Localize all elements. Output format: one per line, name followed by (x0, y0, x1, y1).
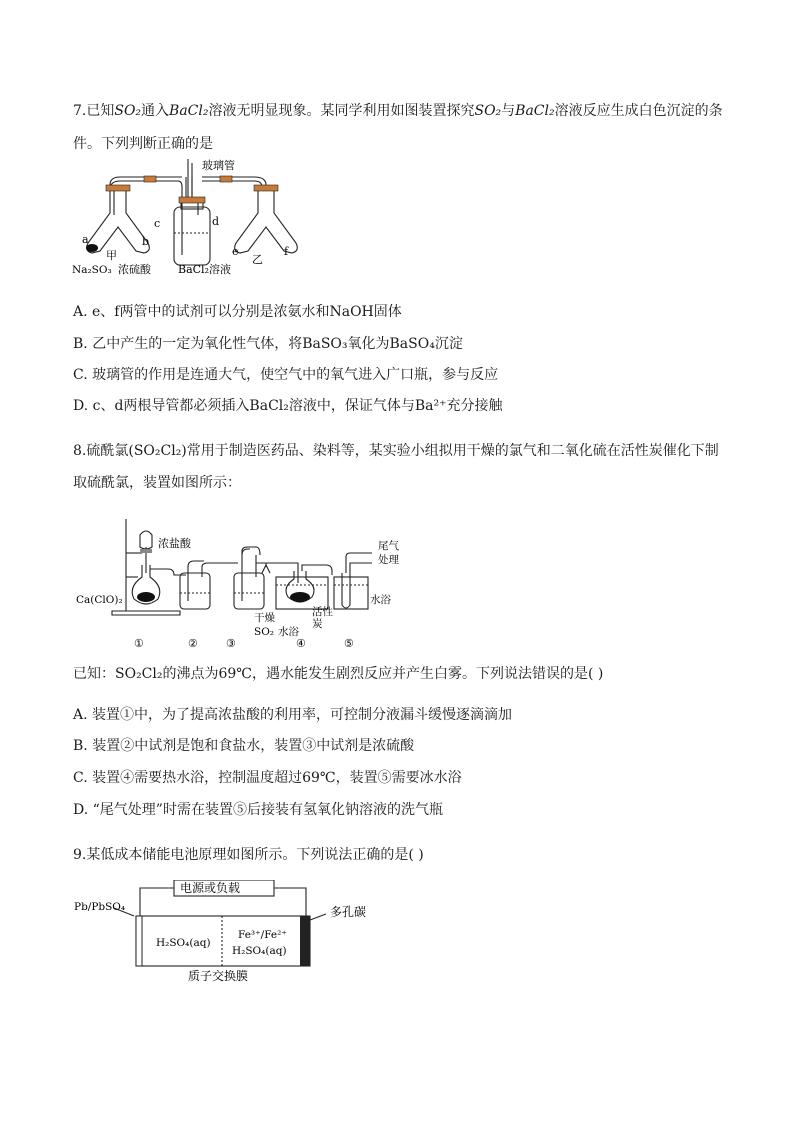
q7-text: 溶液反应生成白色沉淀的条 (554, 103, 723, 119)
q7-stem-line2: 件。下列判断正确的是 (73, 136, 213, 152)
q7-option-b: B. 乙中产生的一定为氧化性气体，将BaSO₃氧化为BaSO₄沉淀 (73, 336, 463, 352)
label-bacl2-solution: BaCl₂溶液 (178, 263, 231, 276)
q7-text: 已知 (86, 103, 115, 119)
q7-option-d: D. c、d两根导管都必须插入BaCl₂溶液中，保证气体与Ba²⁺充分接触 (73, 398, 503, 414)
label-activated-carbon-2: 炭 (312, 618, 323, 630)
q7-text: 通入 (141, 103, 170, 119)
label-b: b (142, 235, 150, 248)
q7-option-a: A. e、f两管中的试剂可以分别是浓氨水和NaOH固体 (73, 304, 402, 320)
label-right-solution: H₂SO₄(aq) (232, 945, 287, 957)
q8-option-b: B. 装置②中试剂是饱和食盐水，装置③中试剂是浓硫酸 (73, 738, 415, 754)
label-jia: 甲 (106, 249, 117, 262)
label-caclo2: Ca(ClO)₂ (76, 594, 123, 606)
label-water-bath: 水浴 (278, 626, 299, 638)
label-a: a (82, 233, 89, 246)
glass-tube-label: 玻璃管 (202, 159, 235, 172)
q7-number: 7. (73, 103, 87, 119)
q7-option-c: C. 玻璃管的作用是连通大气，使空气中的氧气进入广口瓶，参与反应 (73, 367, 499, 383)
q7-apparatus-figure (70, 155, 310, 285)
label-4: ④ (296, 637, 306, 650)
label-conc-h2so4: 浓硫酸 (118, 263, 151, 276)
q7-formula: BaCl₂ (515, 103, 555, 119)
label-right-ions: Fe³⁺/Fe²⁺ (238, 929, 287, 941)
q8-apparatus-figure (76, 515, 406, 655)
label-right-electrode: 多孔碳 (330, 905, 367, 919)
label-yi: 乙 (252, 253, 263, 266)
label-1: ① (134, 637, 144, 650)
label-left-electrode: Pb/PbSO₄ (74, 901, 126, 913)
q8-known: 已知：SO₂Cl₂的沸点为69℃，遇水能发生剧烈反应并产生白雾。下列说法错误的是( ) (73, 666, 604, 682)
label-activated-carbon: 活性 (312, 606, 333, 618)
label-tail-gas-2: 处理 (378, 554, 399, 566)
label-membrane: 质子交换膜 (188, 969, 249, 983)
q7-formula: SO₂ (114, 103, 142, 119)
q8-stem-line2: 取硫酰氯，装置如图所示： (73, 475, 241, 491)
label-2: ② (188, 637, 198, 650)
label-5: ⑤ (344, 637, 354, 650)
q8-option-c: C. 装置④需要热水浴，控制温度超过69℃，装置⑤需要冰水浴 (73, 770, 462, 786)
q8-option-a: A. 装置①中，为了提高浓盐酸的利用率，可控制分液漏斗缓慢逐滴滴加 (73, 707, 513, 723)
label-f: f (284, 245, 289, 258)
label-3: ③ (226, 637, 236, 650)
q8-option-d: D. “尾气处理”时需在装置⑤后接装有氢氧化钠溶液的洗气瓶 (73, 802, 443, 818)
q9-battery-figure (74, 880, 384, 990)
q8-stem-line1: 8.硫酰氯(SO₂Cl₂)常用于制造医药品、染料等，某实验小组拟用干燥的氯气和二氧化硫在活性炭催化下制 (73, 443, 719, 459)
label-so2: SO₂ (254, 626, 275, 638)
label-c: c (154, 217, 161, 230)
label-power-or-load: 电源或负载 (180, 881, 241, 895)
q7-text: 溶液无明显现象。某同学利用如图装置探究 (208, 103, 475, 119)
q7-formula: SO₂ (474, 103, 502, 119)
label-e: e (232, 245, 239, 258)
label-d: d (212, 215, 220, 228)
label-dry: 干燥 (254, 612, 275, 624)
label-left-solution: H₂SO₄(aq) (156, 937, 211, 949)
label-na2so3: Na₂SO₃ (72, 264, 112, 276)
label-tail-gas: 尾气 (378, 540, 399, 552)
q7-stem-line1 (73, 101, 723, 121)
label-conc-hcl: 浓盐酸 (158, 537, 191, 550)
q7-text: 与 (501, 103, 516, 119)
q9-stem: 9.某低成本储能电池原理如图所示。下列说法正确的是( ) (73, 847, 424, 863)
q7-formula: BaCl₂ (169, 103, 209, 119)
label-water-bath-2: 水浴 (370, 594, 391, 606)
